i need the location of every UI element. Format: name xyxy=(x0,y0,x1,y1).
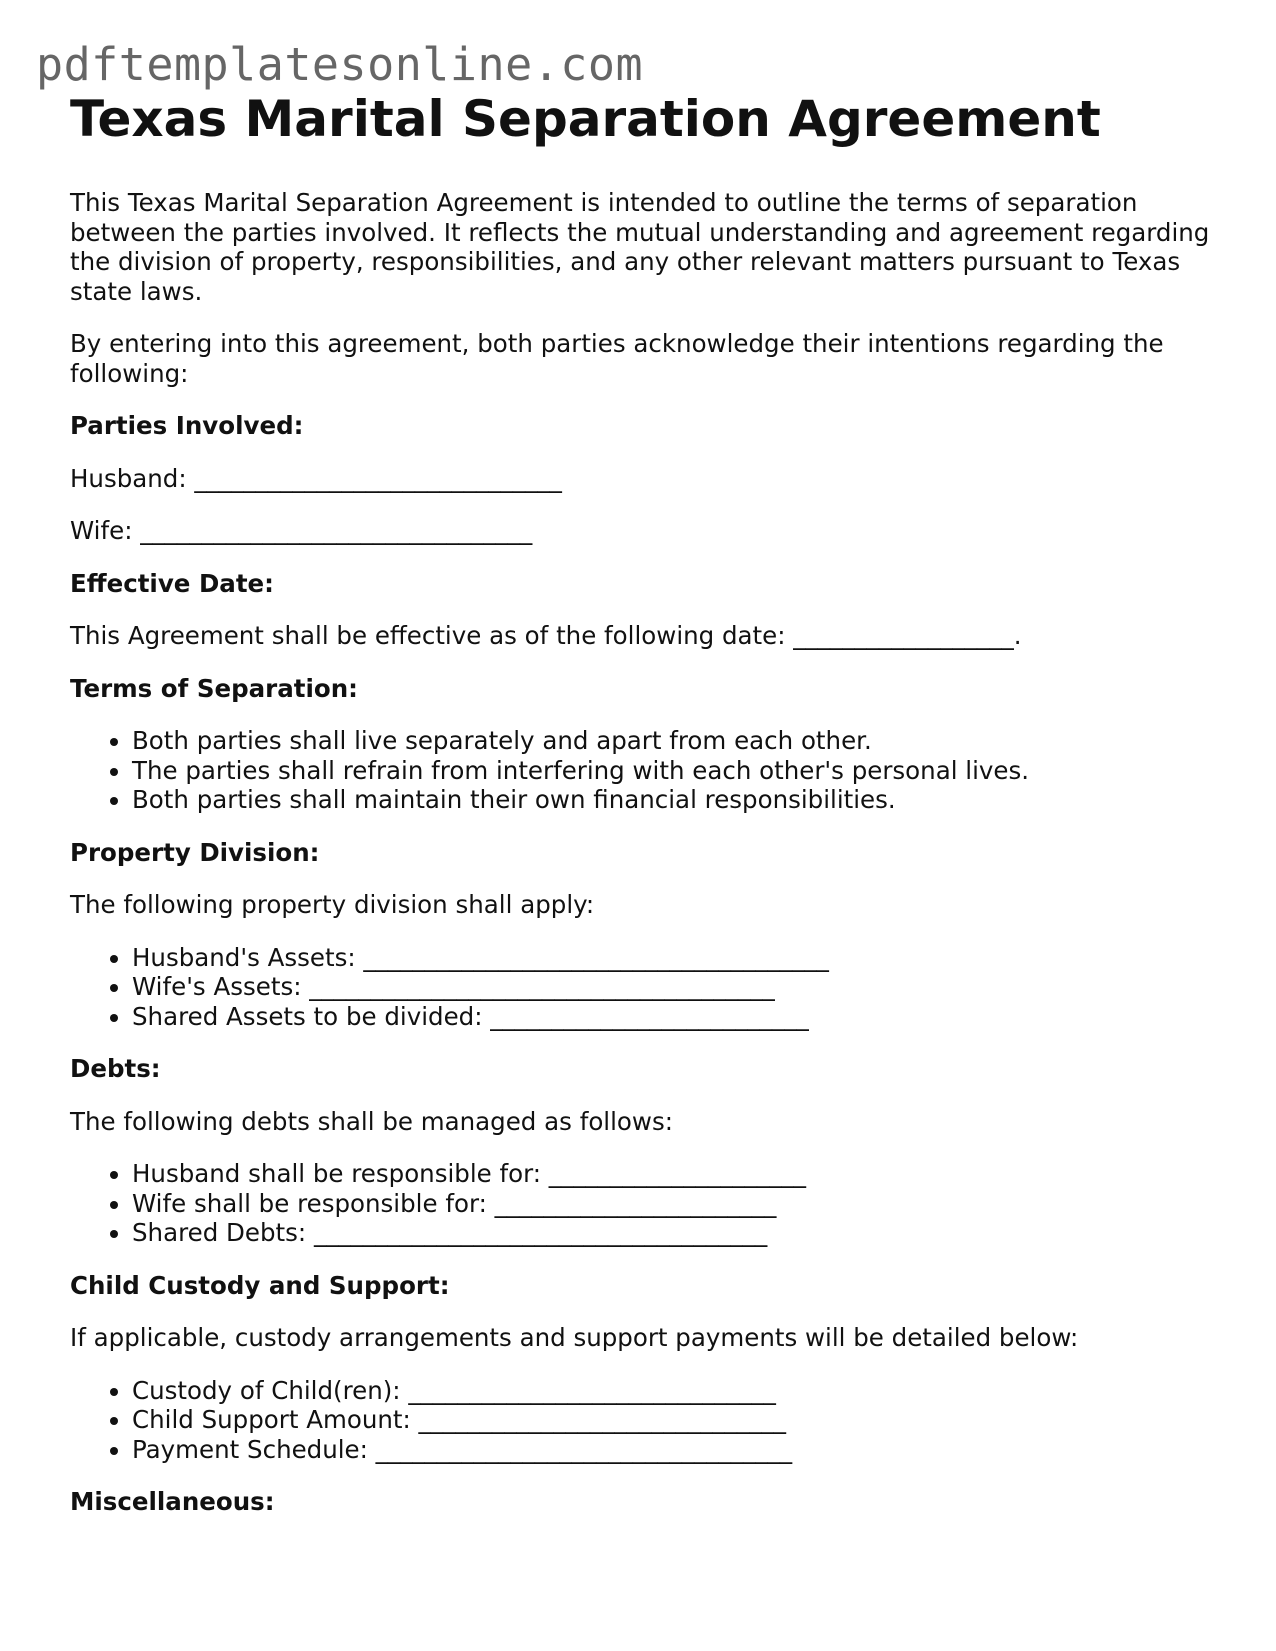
watermark: pdftemplatesonline.com xyxy=(36,38,644,91)
list-item: • Shared Debts: _____________________________________ xyxy=(132,1218,1220,1248)
debts-heading: Debts: xyxy=(70,1054,161,1083)
custody-intro: If applicable, custody arrangements and support payments will be detailed below: xyxy=(70,1323,1079,1352)
property-heading: Property Division: xyxy=(70,837,320,867)
list-item: • The parties shall refrain from interfering with each other's personal lives. xyxy=(132,756,1220,786)
list-item: • Wife's Assets: ______________________________________ xyxy=(132,972,1220,1002)
terms-heading: Terms of Separation: xyxy=(70,673,358,703)
property-intro: The following property division shall apply: xyxy=(70,890,595,919)
list-item: • Both parties shall live separately and apart from each other. xyxy=(132,726,1220,756)
husband-field: Husband: ______________________________ xyxy=(70,463,562,493)
property-list xyxy=(70,943,1220,1032)
terms-list xyxy=(70,726,1220,815)
acknowledge-paragraph: By entering into this agreement, both parties acknowledge their intentions regarding the following: xyxy=(70,329,1164,388)
document-title: Texas Marital Separation Agreement xyxy=(70,90,1101,148)
list-item: • Child Support Amount: ______________________________ xyxy=(132,1405,1220,1435)
effective-date-heading: Effective Date: xyxy=(70,568,274,598)
debts-list xyxy=(70,1159,1220,1248)
list-item: • Husband shall be responsible for: _____________________ xyxy=(132,1159,1220,1189)
wife-field: Wife: ________________________________ xyxy=(70,516,533,545)
custody-list xyxy=(70,1376,1220,1465)
list-item: • Husband's Assets: ______________________________________ xyxy=(132,943,1220,973)
list-item: • Both parties shall maintain their own financial responsibilities. xyxy=(132,785,1220,815)
intro-paragraph: This Texas Marital Separation Agreement is intended to outline the terms of separation between the parties involved. It reflects the mutual understanding and agreement regarding the division of property, responsibilities, and any other relevant matters pursuant to Texas state laws. xyxy=(70,188,1210,306)
list-item: • Payment Schedule: __________________________________ xyxy=(132,1435,1220,1465)
custody-heading: Child Custody and Support: xyxy=(70,1270,450,1300)
list-item: • Custody of Child(ren): ______________________________ xyxy=(132,1376,1220,1406)
document-body xyxy=(70,88,1220,1540)
misc-heading: Miscellaneous: xyxy=(70,1487,275,1516)
parties-heading: Parties Involved: xyxy=(70,411,304,440)
debts-intro: The following debts shall be managed as follows: xyxy=(70,1106,673,1136)
list-item: • Wife shall be responsible for: _______________________ xyxy=(132,1189,1220,1219)
list-item: • Shared Assets to be divided: __________________________ xyxy=(132,1002,1220,1032)
effective-date-field: This Agreement shall be effective as of the following date: __________________. xyxy=(70,621,1022,650)
